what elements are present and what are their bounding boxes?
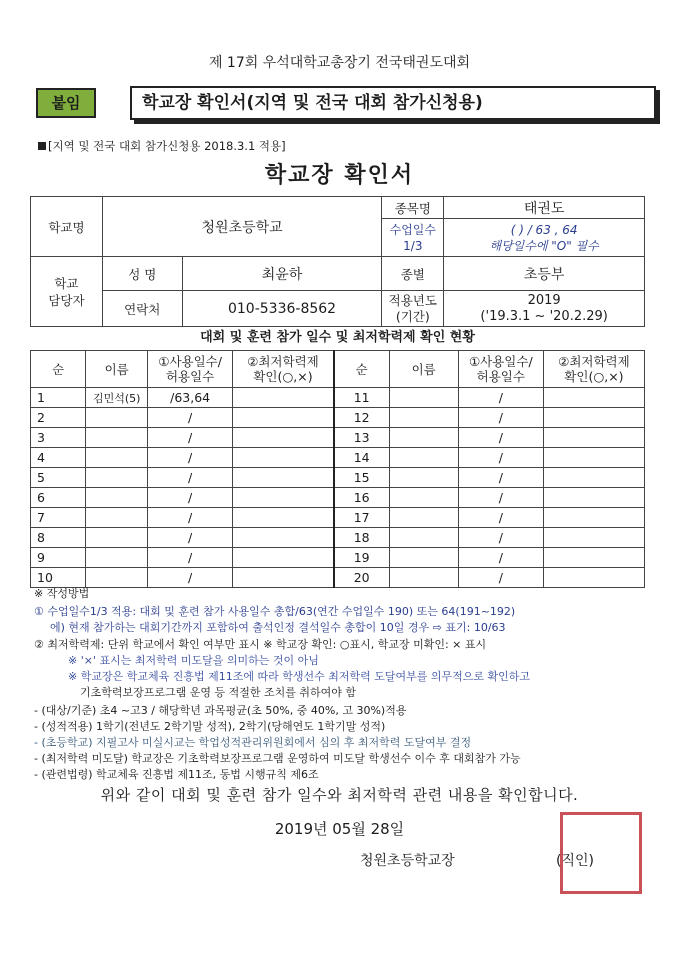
sport-label: 종목명: [382, 197, 444, 219]
table-row: [31, 428, 645, 448]
row-min: [233, 448, 334, 468]
col-days-left-line2: 허용일수: [165, 369, 215, 384]
class-days-value: [444, 219, 645, 257]
row-name: [86, 568, 148, 588]
guide-line: 기초학력보장프로그램 운영 등 적절한 조치를 취하여야 함: [80, 686, 357, 699]
attachment-badge: 붙임: [36, 88, 96, 118]
col-min-right-line2: 확인(○,×): [564, 369, 624, 384]
row-min: [543, 568, 644, 588]
notice-text: [지역 및 전국 대회 참가신청용 2018.3.1 적용]: [48, 139, 286, 153]
bullet-square-icon: [38, 142, 46, 150]
row-days: /: [148, 508, 233, 528]
year-period: ('19.3.1 ~ '20.2.29): [480, 308, 608, 324]
row-name: [389, 448, 458, 468]
row-days: /: [148, 488, 233, 508]
col-no-left: 순: [31, 351, 86, 388]
row-no: 17: [334, 508, 389, 528]
row-no: 8: [31, 528, 86, 548]
col-min-left-line1: ②최저학력제: [247, 354, 319, 369]
row-name: [389, 528, 458, 548]
table-row: [31, 468, 645, 488]
class-days-label-line1: 수업일수: [389, 222, 436, 237]
row-min: [543, 388, 644, 408]
staff-name: 최윤하: [182, 257, 382, 291]
row-name: [389, 488, 458, 508]
row-days: /: [458, 568, 543, 588]
class-days-label: [382, 219, 444, 257]
row-days: /: [458, 468, 543, 488]
row-min: [233, 468, 334, 488]
roster-section-title: 대회 및 훈련 참가 일수 및 최저학력제 확인 현황: [200, 330, 475, 345]
col-name-left: 이름: [86, 351, 148, 388]
guide-line: - (초등학교) 지필고사 미실시교는 학업성적관리위원회에서 심의 후 최저학력 도달여부 결정: [34, 736, 472, 749]
row-no: 15: [334, 468, 389, 488]
row-name: [389, 408, 458, 428]
table-row: [31, 448, 645, 468]
row-min: [543, 508, 644, 528]
row-name: [389, 568, 458, 588]
row-name: [389, 428, 458, 448]
row-no: 2: [31, 408, 86, 428]
row-days: /: [148, 548, 233, 568]
row-no: 11: [334, 388, 389, 408]
row-min: [233, 428, 334, 448]
row-min: [233, 388, 334, 408]
class-days-note: 해당일수에 "O" 필수: [489, 238, 599, 253]
row-days: /: [458, 488, 543, 508]
table-row: [31, 528, 645, 548]
row-name: [86, 488, 148, 508]
school-name: 청원초등학교: [102, 197, 382, 257]
row-min: [233, 568, 334, 588]
row-min: [543, 408, 644, 428]
row-days: /: [148, 468, 233, 488]
seal-label: (직인): [556, 853, 594, 869]
row-min: [543, 448, 644, 468]
row-days: /: [458, 428, 543, 448]
row-no: 19: [334, 548, 389, 568]
col-name-right: 이름: [389, 351, 458, 388]
row-min: [543, 528, 644, 548]
row-no: 4: [31, 448, 86, 468]
table-row: [31, 408, 645, 428]
col-min-left: [233, 351, 334, 388]
col-days-left-line1: ①사용일수/: [158, 354, 222, 369]
row-no: 9: [31, 548, 86, 568]
row-name: [86, 428, 148, 448]
application-notice: [38, 138, 286, 154]
row-days: /: [458, 448, 543, 468]
row-min: [543, 468, 644, 488]
guide-line: ※ '×' 표시는 최저학력 미도달을 의미하는 것이 아님: [68, 654, 319, 667]
row-no: 20: [334, 568, 389, 588]
form-title: 학교장 확인서(지역 및 전국 대회 참가신청용): [130, 86, 656, 120]
class-days-label-line2: 1/3: [403, 238, 423, 253]
col-days-right-line1: ①사용일수/: [468, 354, 533, 369]
guide-line: ※ 학교장은 학교체육 진흥법 제11조에 따라 학생선수 최저학력 도달여부를 의무적으로 확인하고: [68, 670, 530, 683]
year-label-line1: 적용년도: [388, 292, 437, 308]
school-label: 학교명: [31, 197, 103, 257]
row-no: 12: [334, 408, 389, 428]
year-label: [382, 291, 444, 327]
division-label: 종별: [382, 257, 444, 291]
row-days: /: [458, 548, 543, 568]
row-min: [233, 508, 334, 528]
row-no: 14: [334, 448, 389, 468]
roster-table: [30, 350, 645, 588]
row-name: [389, 508, 458, 528]
row-name: [86, 448, 148, 468]
row-days: /: [458, 528, 543, 548]
year-value: [444, 291, 645, 327]
guide-line: - (관련법령) 학교체육 진흥법 제11조, 동법 시행규칙 제6조: [34, 768, 319, 781]
col-no-right: 순: [334, 351, 389, 388]
row-days: /63,64: [148, 388, 233, 408]
col-min-right-line1: ②최저학력제: [558, 354, 630, 369]
row-days: /: [458, 388, 543, 408]
staff-label-line2: 담당자: [48, 292, 85, 308]
guide-line: - (최저학력 미도달) 학교장은 기초학력보장프로그램 운영하여 미도달 학생선수 이수 후 대회참가 가능: [34, 752, 521, 765]
row-name: [389, 468, 458, 488]
row-name: [86, 408, 148, 428]
staff-label: [31, 257, 103, 327]
competition-name: 제 17회 우석대학교총장기 전국태권도대회: [208, 55, 471, 71]
table-row: [31, 508, 645, 528]
col-min-right: [543, 351, 644, 388]
col-min-left-line2: 확인(○,×): [253, 369, 313, 384]
document-title: 학교장 확인서: [264, 163, 415, 188]
school-info-table: [30, 196, 645, 327]
guide-line: ② 최저학력제: 단위 학교에서 확인 여부만 표시 ※ 학교장 확인: ○표시, 학교장 미확인: × 표시: [34, 638, 487, 651]
row-name: [86, 548, 148, 568]
guide-line: - (성적적용) 1학기(전년도 2학기말 성적), 2학기(당해연도 1학기말 성적): [34, 720, 386, 733]
row-no: 18: [334, 528, 389, 548]
row-min: [543, 548, 644, 568]
principal-name: 청원초등학교장: [360, 853, 455, 869]
row-min: [543, 488, 644, 508]
contact-value: 010-5336-8562: [182, 291, 382, 327]
row-no: 13: [334, 428, 389, 448]
row-no: 6: [31, 488, 86, 508]
row-no: 5: [31, 468, 86, 488]
row-days: /: [148, 448, 233, 468]
name-label: 성 명: [102, 257, 182, 291]
contact-label: 연락처: [102, 291, 182, 327]
year-label-line2: (기간): [395, 308, 430, 324]
guide-line: 에) 현재 참가하는 대회기간까지 포함하여 출석인정 결석일수 총합이 10일 경우 ⇨ 표기: 10/63: [50, 621, 506, 634]
row-no: 10: [31, 568, 86, 588]
row-min: [543, 428, 644, 448]
row-days: /: [148, 428, 233, 448]
col-days-left: [148, 351, 233, 388]
guide-line: - (대상/기준) 초4 ~고3 / 해당학년 과목평균(초 50%, 중 40%, 고 30%)적용: [34, 704, 407, 717]
issue-date: 2019년 05월 28일: [274, 820, 405, 838]
confirmation-statement: 위와 같이 대회 및 훈련 참가 일수와 최저학력 관련 내용을 확인합니다.: [100, 786, 579, 804]
row-name: 김민석(5): [86, 388, 148, 408]
row-name: [86, 528, 148, 548]
table-row: [31, 388, 645, 408]
table-row: [31, 548, 645, 568]
row-name: [389, 388, 458, 408]
guide-line: ① 수업일수1/3 적용: 대회 및 훈련 참가 사용일수 총합/63(연간 수업일수 190) 또는 64(191~192): [34, 605, 516, 618]
table-row: [31, 488, 645, 508]
row-min: [233, 528, 334, 548]
row-days: /: [148, 568, 233, 588]
year-number: 2019: [527, 292, 561, 308]
row-no: 7: [31, 508, 86, 528]
row-days: /: [458, 508, 543, 528]
row-days: /: [148, 528, 233, 548]
row-no: 3: [31, 428, 86, 448]
row-name: [389, 548, 458, 568]
row-min: [233, 488, 334, 508]
row-days: /: [458, 408, 543, 428]
row-no: 16: [334, 488, 389, 508]
table-row: [31, 568, 645, 588]
row-no: 1: [31, 388, 86, 408]
row-min: [233, 408, 334, 428]
col-days-right-line2: 허용일수: [476, 369, 525, 384]
class-days-fraction: ( ) / 63 , 64: [510, 222, 578, 237]
col-days-right: [458, 351, 543, 388]
row-days: /: [148, 408, 233, 428]
guide-heading: ※ 작성방법: [34, 587, 90, 600]
row-name: [86, 468, 148, 488]
staff-label-line1: 학교: [54, 275, 79, 291]
row-min: [233, 548, 334, 568]
row-name: [86, 508, 148, 528]
sport-value: 태권도: [444, 197, 645, 219]
division-value: 초등부: [444, 257, 645, 291]
